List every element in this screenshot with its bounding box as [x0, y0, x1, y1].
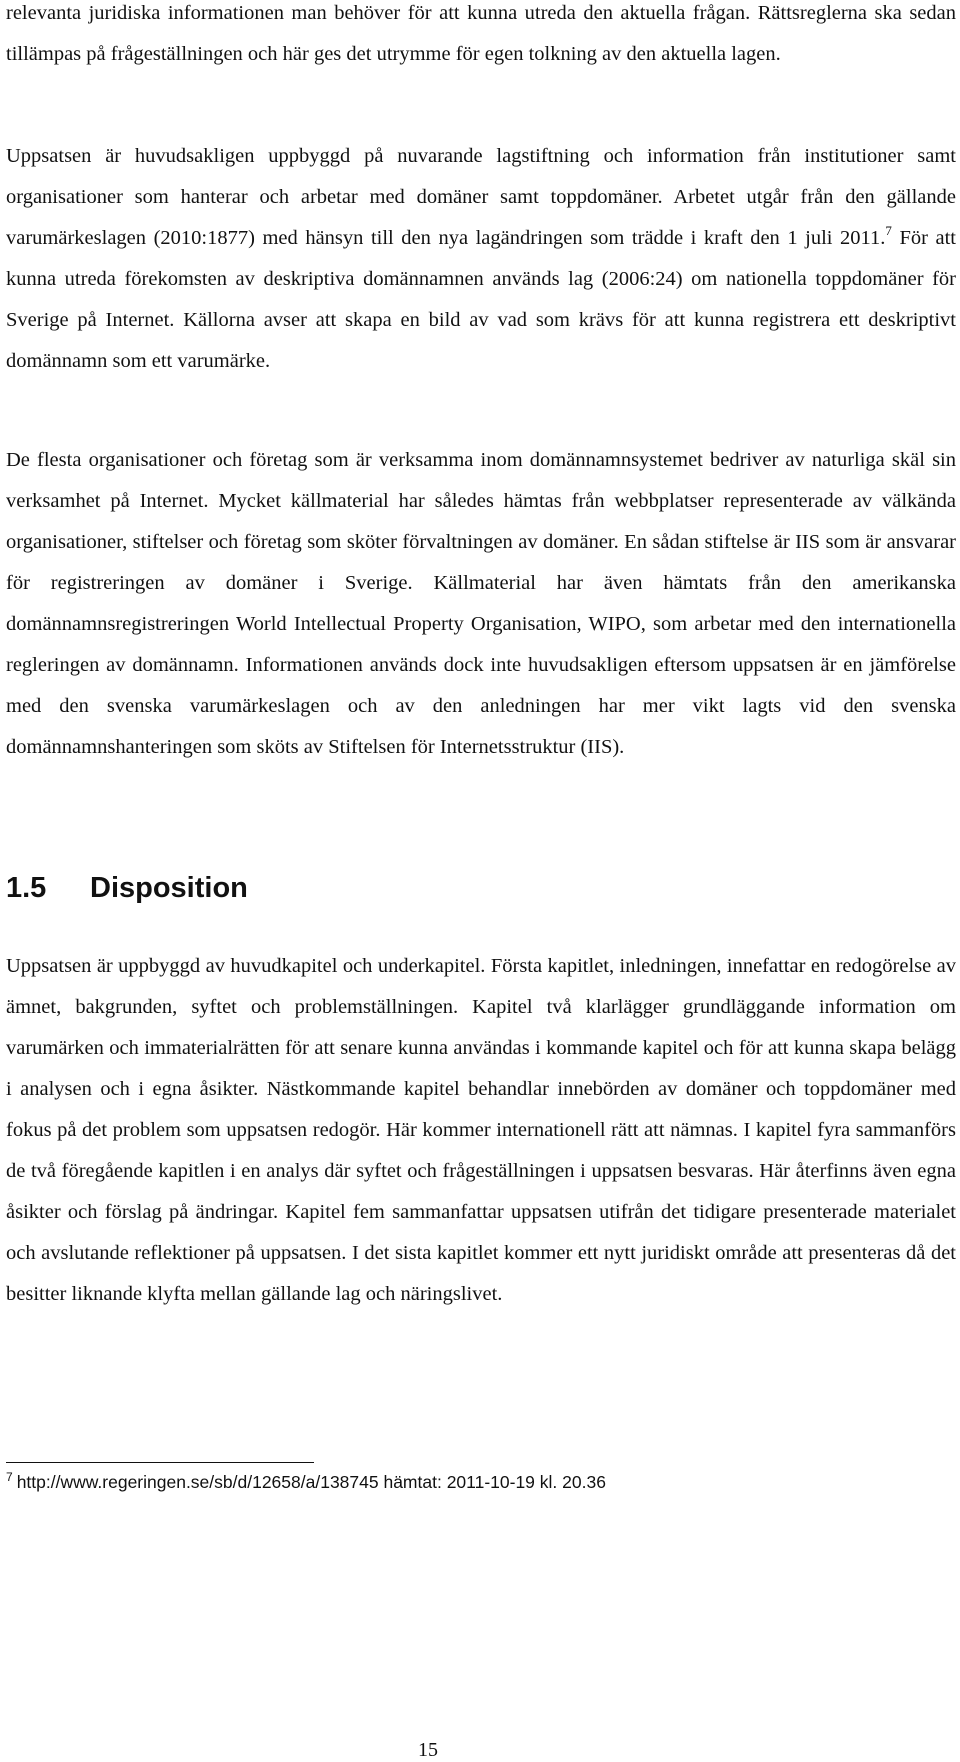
footnote-link[interactable]: http://www.regeringen.se/sb/d/12658/a/138745 hämtat: 2011-10-19 kl. 20.36 [16, 1472, 606, 1492]
paragraph-method-end: relevanta juridiska informationen man behöver för att kunna utreda den aktuella frågan. Rättsreglerna ska sedan tillämpas på frågeställningen och här ges det utrymme för egen tolkning av den aktuella lagen. [6, 2, 956, 65]
section-number: 1.5 [6, 872, 47, 904]
paragraph-text: För att kunna utreda förekomsten av deskriptiva domännamnen används lag (2006:24) om nationella toppdomäner för Sverige på Internet. Källorna avser att skapa en bild av vad som krävs för att kunna registrera ett deskriptivt domännamn som ett varumärke. [6, 227, 957, 372]
footnote-separator [6, 1462, 314, 1463]
page-number: 15 [418, 1739, 438, 1761]
footnote [6, 1470, 606, 1494]
paragraph-sources-web: De flesta organisationer och företag som är verksamma inom domännamnsystemet bedriver av naturliga skäl sin verksamhet på Internet. Mycket källmaterial har således hämtas från webbplatser representerade av välkända organisationer, stiftelser och företag som sköter förvaltningen av domäner. En sådan stiftelse är IIS som är ansvarar för registreringen av domäner i Sverige. Källmaterial har även hämtats från den amerikanska domännamnsregistreringen World Intellectual Property Organisation, WIPO, som arbetar med den internationella regleringen av domännamn. Informationen används dock inte huvudsakligen eftersom uppsatsen är en jämförelse med den svenska varumärkeslagen och av den anledningen har mer vikt lagts vid den svenska domännamnshanteringen som sköts av Stiftelsen för Internetsstruktur (IIS). [6, 449, 956, 758]
paragraph-disposition: Uppsatsen är uppbyggd av huvudkapitel och underkapitel. Första kapitlet, inledningen, innefattar en redogörelse av ämnet, bakgrunden, syftet och problemställningen. Kapitel två klarlägger grundläggande information om varumärken och immaterialrätten för att senare kunna användas i kommande kapitel och för att kunna skapa belägg i analysen och i egna åsikter. Nästkommande kapitel behandlar innebörden av domäner och toppdomäner med fokus på det problem som uppsatsen redogör. Här kommer internationell rätt att nämnas. I kapitel fyra sammanförs de två föregående kapitlen i en analys där syftet och frågeställningen i uppsatsen besvaras. Här återfinns även egna åsikter och förslag på ändringar. Kapitel fem sammanfattar uppsatsen utifrån det tidigare presenterade materialet och avslutande reflektioner på uppsatsen. I det sista kapitlet kommer ett nytt juridiskt område att presenteras då det besitter liknande klyfta mellan gällande lag och näringslivet. [6, 955, 956, 1305]
footnote-reference[interactable]: 7 [885, 223, 892, 238]
paragraph-sources-legislation [6, 136, 956, 382]
section-heading [6, 866, 248, 910]
footnote-mark: 7 [6, 1470, 13, 1484]
section-title: Disposition [90, 872, 248, 904]
paragraph-text: Uppsatsen är huvudsakligen uppbyggd på nuvarande lagstiftning och information från institutioner samt organisationer som hanterar och arbetar med domäner samt toppdomäner. Arbetet utgår från den gällande varumärkeslagen (2010:1877) med hänsyn till den nya lagändringen som trädde i kraft den 1 juli 2011. [6, 145, 956, 249]
